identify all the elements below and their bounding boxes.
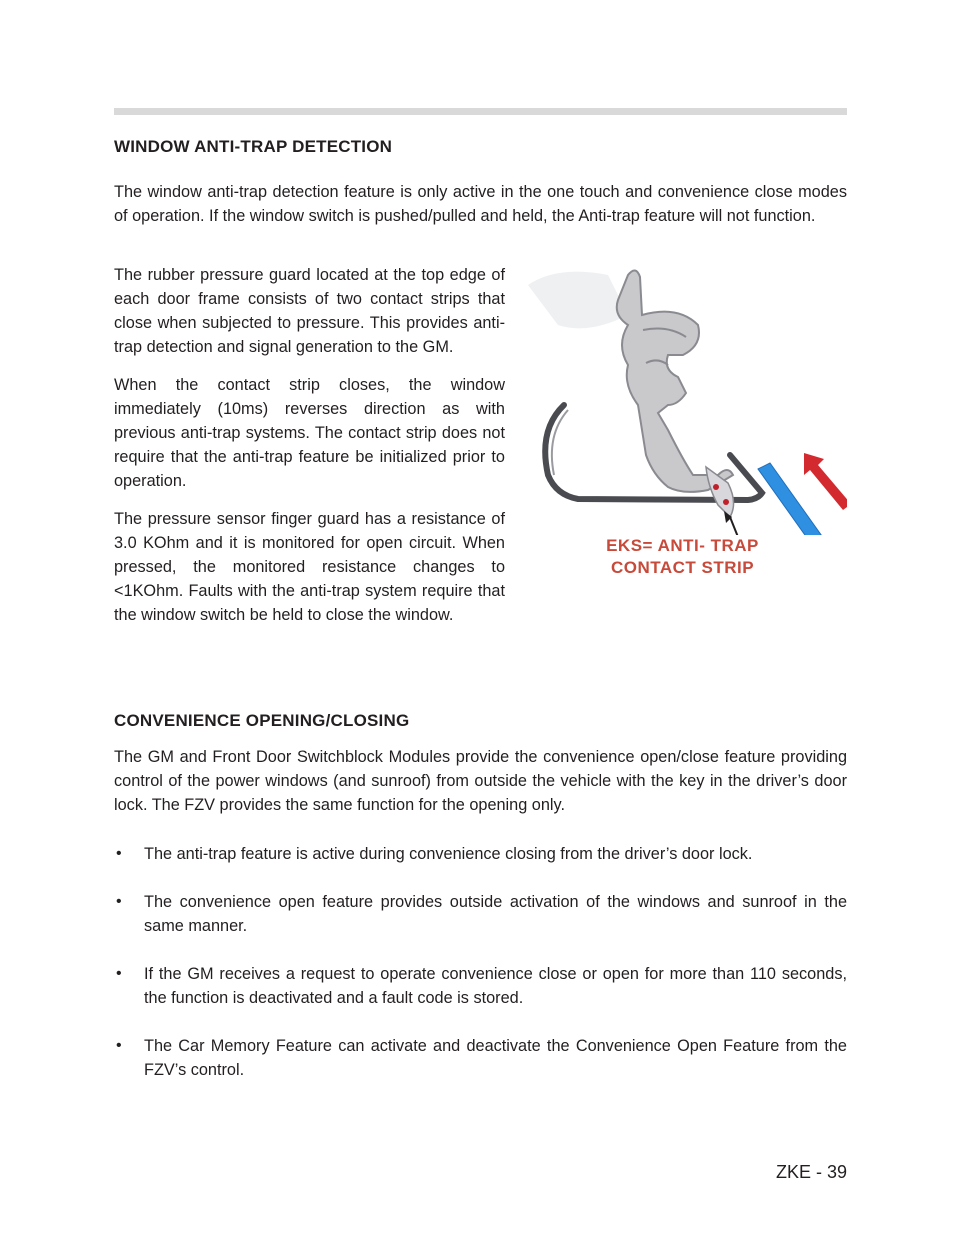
bullet-icon: • [116,965,122,982]
anti-trap-text-column [114,263,505,641]
pointer-line [730,517,742,535]
anti-trap-strip-figure [518,255,847,600]
bullet-icon: • [116,1037,122,1054]
convenience-bullet-list [114,842,847,1106]
paragraph-contact-strip: When the contact strip closes, the window immediately (10ms) reverses direction as with previous anti-trap systems. The contact strip does not require that the anti-trap feature be initialized prior to operation. [114,376,505,490]
background-smudge [528,272,628,329]
list-item-text: The Car Memory Feature can activate and deactivate the Convenience Open Feature from the FZV’s control. [144,1037,847,1079]
section-heading-anti-trap: WINDOW ANTI-TRAP DETECTION [114,137,393,156]
convenience-intro-paragraph: The GM and Front Door Switchblock Modules provide the convenience open/close feature providing control of the power windows (and sunroof) from outside the vehicle with the key in the driver’s door lock. The FZV provides the same function for the opening only. [114,748,847,814]
bullet-icon: • [116,893,122,910]
list-item-text: The anti-trap feature is active during convenience closing from the driver’s door lock. [144,845,753,863]
contact-point-dot [723,499,729,505]
seal-profile-illustration [518,255,847,535]
header-rule [114,108,847,115]
page-number: ZKE - 39 [775,1162,847,1182]
figure-caption-line2: CONTACT STRIP [610,558,755,577]
list-item [114,962,847,1010]
figure-caption [518,535,847,579]
window-direction-arrow [804,453,847,510]
list-item [114,1034,847,1082]
section-heading-convenience: CONVENIENCE OPENING/CLOSING [114,711,410,730]
list-item-text: If the GM receives a request to operate convenience close or open for more than 110 seconds, the function is deactivated and a fault code is stored. [144,965,847,1007]
list-item [114,890,847,938]
list-item-text: The convenience open feature provides outside activation of the windows and sunroof in the same manner. [144,893,847,935]
rubber-seal-profile [617,270,733,491]
contact-point-dot [713,484,719,490]
paragraph-finger-guard: The pressure sensor finger guard has a resistance of 3.0 KOhm and it is monitored for open circuit. When pressed, the monitored resistance changes to <1KOhm. Faults with the anti-trap system require that the window switch be held to close the window. [114,510,505,624]
bullet-icon: • [116,845,122,862]
list-item [114,842,847,866]
paragraph-pressure-guard: The rubber pressure guard located at the top edge of each door frame consists of two contact strips that close when subjected to pressure. This provides anti-trap detection and signal generation to the GM. [114,266,505,356]
figure-caption-line1: EKS= ANTI- TRAP [606,536,759,555]
anti-trap-intro-paragraph: The window anti-trap detection feature is only active in the one touch and convenience close modes of operation. If the window switch is pushed/pulled and held, the Anti-trap feature will not function. [114,183,847,225]
